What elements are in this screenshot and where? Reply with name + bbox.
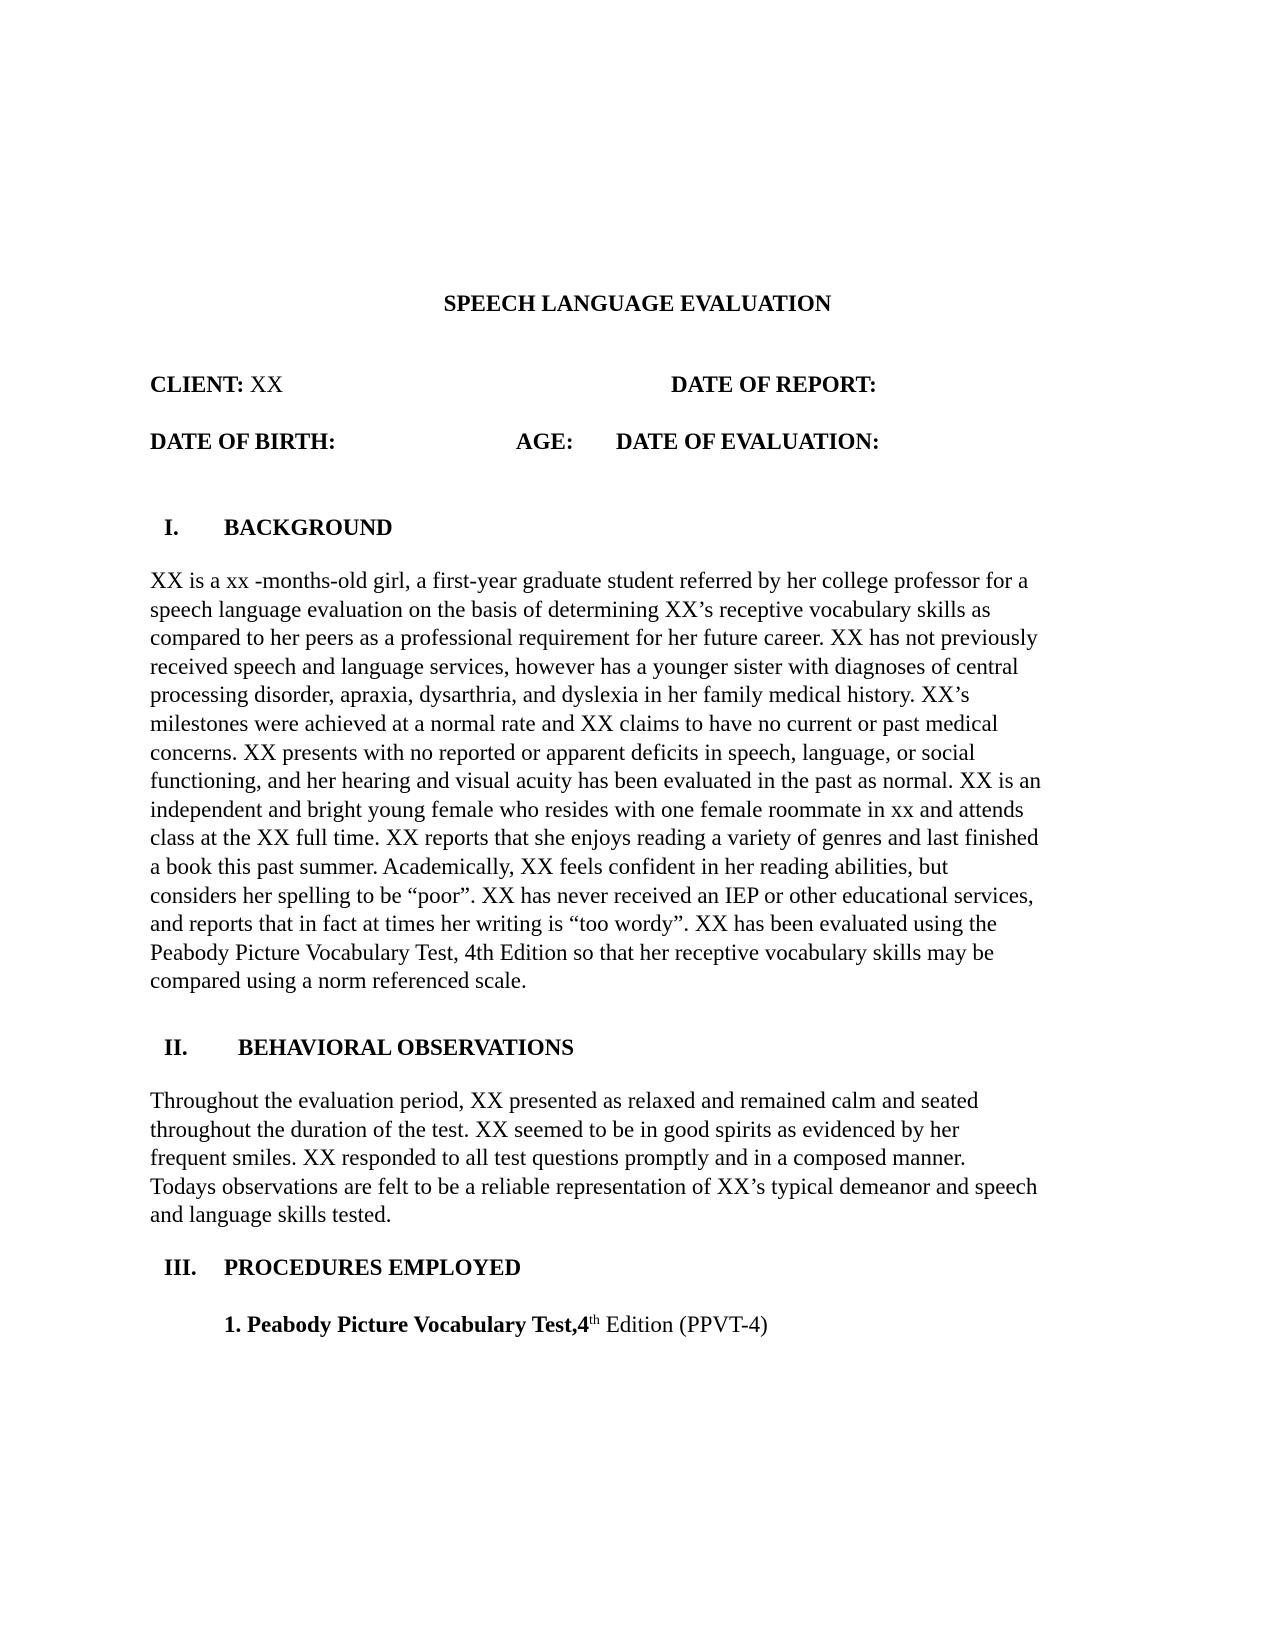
date-of-birth-label: DATE OF BIRTH: [150, 429, 336, 454]
section-heading-procedures-employed: PROCEDURES EMPLOYED [224, 1255, 522, 1280]
paragraph-line: speech language evaluation on the basis of determining XX’s receptive vocabulary skills as [150, 596, 991, 622]
paragraph-line: functioning, and her hearing and visual acuity has been evaluated in the past as normal. XX is an [150, 768, 1041, 794]
age-label: AGE: [516, 429, 574, 454]
paragraph-line: processing disorder, apraxia, dysarthria, and dyslexia in her family medical history. XX’s [150, 682, 970, 708]
paragraph-line: compared to her peers as a professional requirement for her future career. XX has not previously [150, 625, 1038, 651]
paragraph-line: throughout the duration of the test. XX seemed to be in good spirits as evidenced by her [150, 1116, 960, 1142]
section-number-1: I. [164, 515, 179, 540]
paragraph-line: independent and bright young female who resides with one female roommate in xx and attends [150, 796, 1024, 822]
section-number-3: III. [164, 1255, 197, 1280]
paragraph-line: Throughout the evaluation period, XX presented as relaxed and remained calm and seated [150, 1088, 979, 1113]
date-of-evaluation-label: DATE OF EVALUATION: [616, 429, 880, 454]
procedure-superscript: th [589, 1313, 600, 1328]
paragraph-line: Peabody Picture Vocabulary Test, 4th Edition so that her receptive vocabulary skills may be [150, 939, 995, 965]
section-number-2: II. [164, 1035, 188, 1060]
paragraph-line: milestones were achieved at a normal rate and XX claims to have no current or past medical [150, 710, 999, 736]
procedure-item [224, 1312, 768, 1338]
section-heading-behavioral-observations: BEHAVIORAL OBSERVATIONS [238, 1035, 575, 1060]
client-value: XX [249, 372, 284, 397]
paragraph-line: received speech and language services, however has a younger sister with diagnoses of central [150, 653, 1019, 679]
paragraph-line: a book this past summer. Academically, XX feels confident in her reading abilities, but [150, 853, 949, 879]
paragraph-line: and reports that in fact at times her writing is “too wordy”. XX has been evaluated using the [150, 911, 997, 937]
client-field [150, 372, 283, 398]
section-heading-background: BACKGROUND [224, 515, 393, 540]
background-paragraph [150, 567, 1140, 996]
paragraph-line: Todays observations are felt to be a reliable representation of XX’s typical demeanor and speech [150, 1173, 1038, 1199]
paragraph-line: class at the XX full time. XX reports that she enjoys reading a variety of genres and last finished [150, 825, 1039, 851]
paragraph-line: compared using a norm referenced scale. [150, 968, 527, 994]
document-title: SPEECH LANGUAGE EVALUATION [443, 291, 832, 316]
behavioral-observations-paragraph [150, 1087, 1140, 1230]
paragraph-line: and language skills tested. [150, 1202, 392, 1228]
paragraph-line: XX is a xx -months-old girl, a first-year graduate student referred by her college professor for a [150, 568, 1029, 593]
paragraph-line: concerns. XX presents with no reported or apparent deficits in speech, language, or social [150, 739, 976, 765]
date-of-report-label: DATE OF REPORT: [671, 372, 877, 397]
paragraph-line: considers her spelling to be “poor”. XX has never received an IEP or other educational services, [150, 882, 1034, 908]
procedure-rest: Edition (PPVT-4) [599, 1312, 768, 1337]
client-label: CLIENT: [150, 372, 245, 397]
paragraph-line: frequent smiles. XX responded to all test questions promptly and in a composed manner. [150, 1145, 966, 1171]
procedure-name: 1. Peabody Picture Vocabulary Test,4 [224, 1312, 590, 1337]
